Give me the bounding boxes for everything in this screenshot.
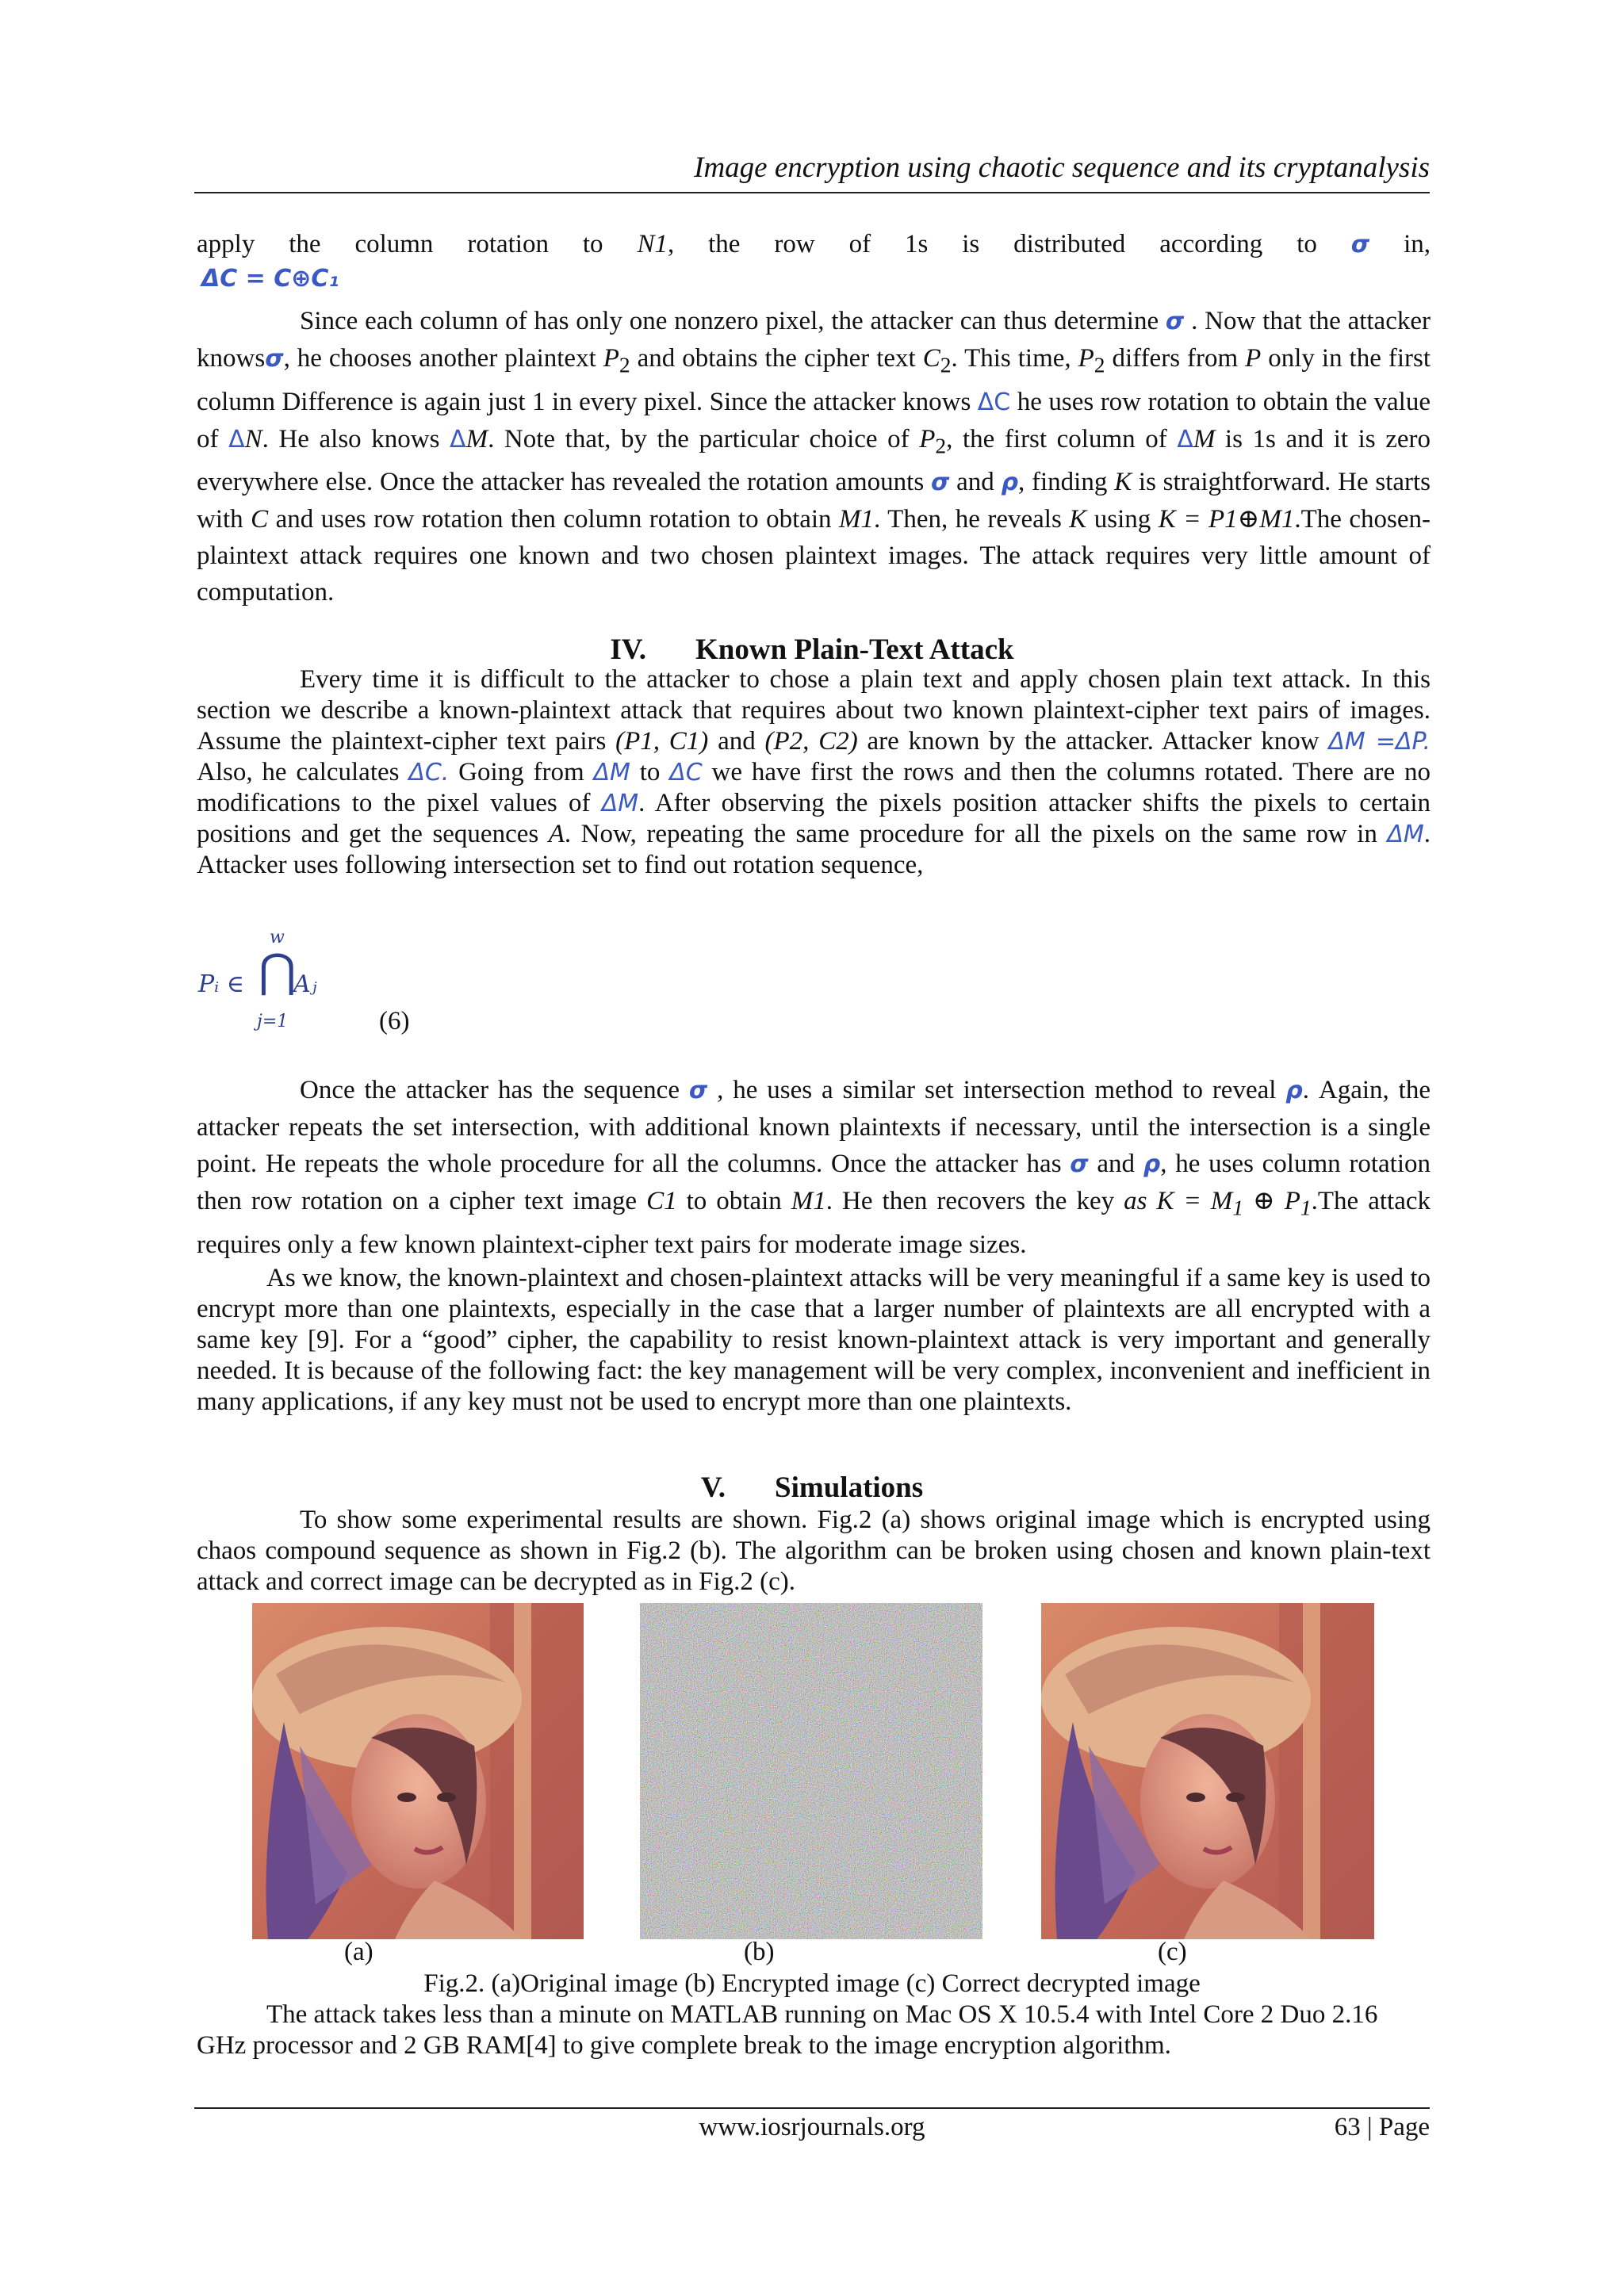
footer-rule <box>194 2107 1430 2109</box>
header-rule <box>194 192 1430 193</box>
paragraph-set-intersection: Once the attacker has the sequence σ , he uses a similar set intersection method to reveal ρ. Again, the attacker repeats the set intersection, with additional known plaintexts if necessary, until the intersection is a single point. He repeats the whole procedure for all the columns. Once the attacker has σ and ρ, he uses column rotation then row rotation on a cipher text image C1 to obtain M1. He then recovers the key as $K = M_1$ ⊕ $P_1.The$ attack requires only a few known plaintext-cipher text pairs for moderate image sizes. <box>197 1076 1431 1259</box>
section-heading-known-plaintext: IV. Known Plain-Text Attack <box>610 633 1014 666</box>
equation-lower-limit: j=1 <box>257 1012 289 1031</box>
intersection-symbol: ⋂ <box>259 943 297 997</box>
noise-image-encrypted <box>640 1603 982 1939</box>
section4-body <box>197 664 1431 881</box>
paragraph-key-management: As we know, the known-plaintext and chosen-plaintext attacks will be very meaningful if a same key is used to encrypt more than one plaintexts, especially in the case that a larger number of plaintexts are all encrypted with a same key [9]. For a “good” cipher, the capability to resist known-plaintext attack is very important and generally needed. It is because of the following fact: the key management will be very complex, inconvenient and inefficient in many applications, if any key must not be used to encrypt more than one plaintexts. <box>197 1263 1431 1416</box>
paragraph-attack-timing: The attack takes less than a minute on MATLAB running on Mac OS X 10.5.4 with Intel Core 2 Duo 2.16 GHz processor and 2 GB RAM[4] to give complete break to the image encryption algorithm. <box>197 2000 1378 2060</box>
figure-label-a: (a) <box>344 1938 373 1966</box>
equation-lhs: Pᵢ ∈ <box>198 970 244 998</box>
section4-body-continued <box>197 1072 1431 1418</box>
section5-body-end <box>197 1999 1431 2061</box>
paragraph-column-rotation: apply the column rotation to N1, the row of 1s is distributed according to σ in, <box>197 230 1431 258</box>
portrait-image-original <box>252 1603 584 1939</box>
figure-label-c: (c) <box>1158 1938 1187 1966</box>
paragraph-known-plaintext-intro: Every time it is difficult to the attacker to chose a plain text and apply chosen plain text attack. In this section we describe a known-plaintext attack that requires about two known plaintext-cipher text pairs of images. Assume the plaintext-cipher text pairs (P1, C1) and (P2, C2) are known by the attacker. Attacker know ΔM =ΔP. Also, he calculates ΔC. Going from ΔM to ΔC we have first the rows and then the columns rotated. There are no modifications to the pixel values of ΔM. After observing the pixels position attacker shifts the pixels to certain positions and get the sequences A. Now, repeating the same procedure for all the pixels on the same row in ΔM. Attacker uses following intersection set to find out rotation sequence, <box>197 665 1431 879</box>
footer-page-number: 63 | Page <box>1334 2113 1430 2141</box>
figure-caption: Fig.2. (a)Original image (b) Encrypted image (c) Correct decrypted image <box>423 1969 1201 1998</box>
paragraph-chosen-plaintext: Since each column of has only one nonzero pixel, the attacker can thus determine σ . Now that the attacker knowsσ, he chooses another plaintext $P_2$ and obtains the cipher text $C_2$. This time, $P_2$ differs from P only in the first column Difference is again just 1 in every pixel. Since the attacker knows ΔC he uses row rotation to obtain the value of ΔN. He also knows ΔM. Note that, by the particular choice of $P_2$, the first column of ΔM is 1s and it is zero everywhere else. Once the attacker has revealed the rotation amounts σ and ρ, finding K is straightforward. He starts with C and uses row rotation then column rotation to obtain M1. Then, he reveals K using K = P1⊕M1.The chosen-plaintext attack requires one known and two chosen plaintext images. The attack requires very little amount of computation. <box>197 307 1431 607</box>
figure-encrypted-image <box>640 1603 982 1939</box>
sigma-symbol: σ <box>1350 231 1370 258</box>
section-heading-simulations: V. Simulations <box>700 1471 924 1504</box>
equation-rhs: Aⱼ <box>293 970 317 998</box>
equation-upper-limit: w <box>270 928 285 947</box>
figure-decrypted-image <box>1041 1603 1374 1939</box>
paragraph-simulation-intro: To show some experimental results are shown. Fig.2 (a) shows original image which is encrypted using chaos compound sequence as shown in Fig.2 (b). The algorithm can be broken using chosen and known plain-text attack and correct image can be decrypted as in Fig.2 (c). <box>197 1506 1431 1596</box>
footer-url: www.iosrjournals.org <box>699 2113 925 2141</box>
portrait-image-decrypted <box>1041 1603 1374 1939</box>
equation-number: (6) <box>379 1007 410 1035</box>
section5-body <box>197 1505 1431 1598</box>
formula-delta-c: ΔC = C⊕C₁ <box>201 265 339 293</box>
equation-6 <box>197 928 1431 1062</box>
running-title: Image encryption using chaotic sequence and its cryptanalysis <box>694 151 1430 184</box>
section3-continuation <box>197 226 1431 610</box>
figure-original-image <box>252 1603 584 1939</box>
figure-label-b: (b) <box>744 1938 775 1966</box>
